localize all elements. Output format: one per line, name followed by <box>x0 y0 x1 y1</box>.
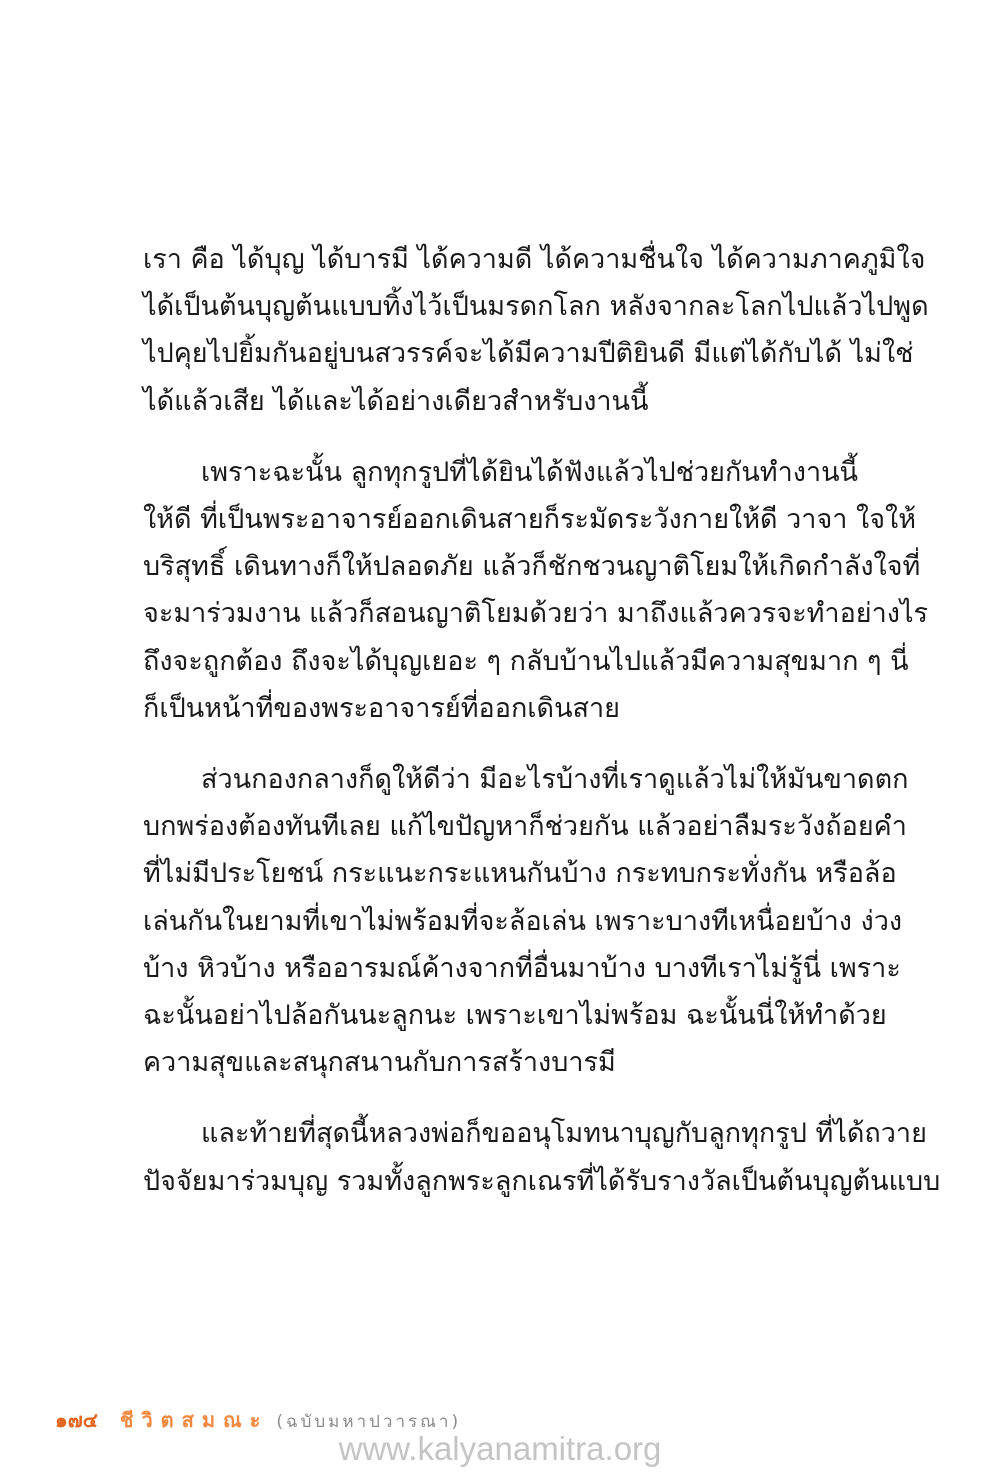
website-watermark: www.kalyanamitra.org <box>338 1430 662 1467</box>
text-line: และท้ายที่สุดนี้หลวงพ่อก็ขออนุโมทนาบุญกับลูกทุกรูป ที่ได้ถวาย <box>201 1118 927 1150</box>
paragraph <box>143 756 909 1086</box>
text-line: ที่ไม่มีประโยชน์ กระแนะกระแหนกันบ้าง กระทบกระทั่งกัน หรือล้อ <box>143 858 897 890</box>
text-line: บกพร่องต้องทันทีเลย แก้ไขปัญหาก็ช่วยกัน แล้วอย่าลืมระวังถ้อยคำ <box>143 811 907 843</box>
text-line: ความสุขและสนุกสนานกับการสร้างบารมี <box>143 1047 616 1079</box>
text-line: ถึงจะถูกต้อง ถึงจะได้บุญเยอะ ๆ กลับบ้านไปแล้วมีความสุขมาก ๆ นี่ <box>143 645 909 677</box>
paragraph <box>143 449 929 732</box>
book-title: ชีวิตสมณะ <box>119 1408 269 1432</box>
text-line: ก็เป็นหน้าที่ของพระอาจารย์ที่ออกเดินสาย <box>143 692 620 724</box>
text-line: ส่วนกองกลางก็ดูให้ดีว่า มีอะไรบ้างที่เราดูแล้วไม่ให้มันขาดตก <box>201 764 909 796</box>
text-line: เล่นกันในยามที่เขาไม่พร้อมที่จะล้อเล่น เพราะบางทีเหนื่อยบ้าง ง่วง <box>143 905 903 937</box>
text-line: จะมาร่วมงาน แล้วก็สอนญาติโยมด้วยว่า มาถึงแล้วควรจะทำอย่างไร <box>143 598 929 630</box>
page-number: ๑๗๔ <box>55 1408 98 1432</box>
text-line: ปัจจัยมาร่วมบุญ รวมทั้งลูกพระลูกเณรที่ได้รับรางวัลเป็นต้นบุญต้นแบบ <box>143 1165 941 1197</box>
text-line: ให้ดี ที่เป็นพระอาจารย์ออกเดินสายก็ระมัดระวังกายให้ดี วาจา ใจให้ <box>143 504 916 536</box>
book-edition: (ฉบับมหาปวารณา) <box>276 1412 462 1432</box>
text-line: บริสุทธิ์ เดินทางก็ให้ปลอดภัย แล้วก็ชักชวนญาติโยมให้เกิดกำลังใจที่ <box>143 551 921 583</box>
paragraph <box>143 1110 941 1204</box>
text-line: เรา คือ ได้บุญ ได้บารมี ได้ความดี ได้ความชื่นใจ ได้ความภาคภูมิใจ <box>143 244 926 275</box>
text-line: ได้เป็นต้นบุญต้นแบบทิ้งไว้เป็นมรดกโลก หลังจากละโลกไปแล้วไปพูด <box>143 291 929 323</box>
paragraph <box>143 236 929 425</box>
text-line: เพราะฉะนั้น ลูกทุกรูปที่ได้ยินได้ฟังแล้วไปช่วยกันทำงานนี้ <box>201 456 859 488</box>
text-line: บ้าง หิวบ้าง หรืออารมณ์ค้างจากที่อื่นมาบ้าง บางทีเราไม่รู้นี่ เพราะ <box>143 952 901 984</box>
page-body <box>143 236 941 1229</box>
text-line: ไปคุยไปยิ้มกันอยู่บนสวรรค์จะได้มีความปีติยินดี มีแต่ได้กับได้ ไม่ใช่ <box>143 338 914 370</box>
text-line: ฉะนั้นอย่าไปล้อกันนะลูกนะ เพราะเขาไม่พร้อม ฉะนั้นนี่ให้ทำด้วย <box>143 1000 887 1032</box>
text-line: ได้แล้วเสีย ได้และได้อย่างเดียวสำหรับงานนี้ <box>143 385 649 417</box>
